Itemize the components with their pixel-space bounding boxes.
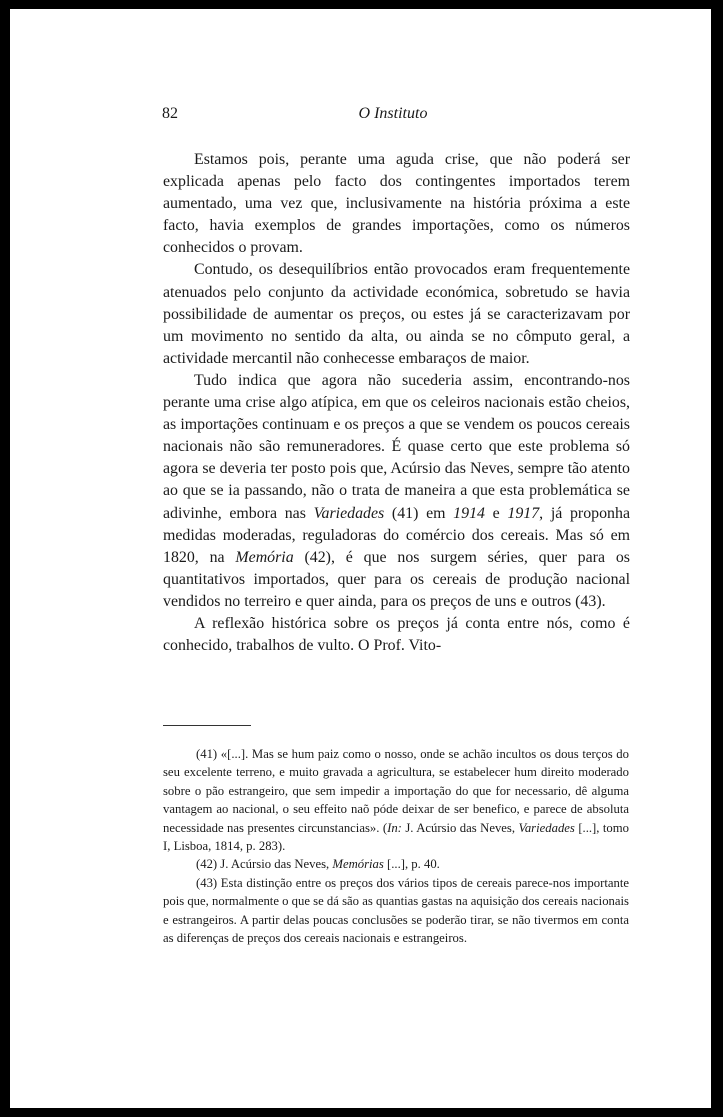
paragraph-3-italic-1917: 1917 [507,504,540,522]
paragraph-2: Contudo, os desequilíbrios então provocados eram frequentemente atenuados pelo conjunto da actividade económica, sobretudo se havia possibilidade de aumentar os preços, ou estes já se caracterizavam por um movimento no sentido da alta, ou ainda se no cômputo geral, a actividade mercantil não conhecesse embaraços de maior. [163,261,630,367]
footnote-42-italic-memorias: Memórias [332,857,384,872]
page-number: 82 [162,105,178,122]
paragraph-3-text-4: , já proponha medidas moderadas, reguladoras do comércio dos cereais. Mas só em 1820, na [163,504,631,566]
footnote-41 [163,745,629,855]
footnote-41-italic-variedades: Variedades [518,820,575,835]
footnote-42-text-2: [...], p. 40. [383,857,440,872]
running-title: O Instituto [358,105,428,122]
footnote-42 [163,855,629,873]
paragraph-3-text-2: (41) em [384,504,454,522]
paragraph-3-text-1: Tudo indica que agora não sucederia assim, encontrando-nos perante uma crise algo atípica, em que os celeiros nacionais estão cheios, as importações continuam e os preços a que se vendem os poucos cereais nacionais não são remuneradores. É quase certo que este problema só agora se deveria ter posto pois que, Acúrsio das Neves, sempre tão atento ao que se ia passando, não o trata de maneira a que esta problemática se adivinhe, embora nas [163,371,630,522]
footnote-41-text-1: (41) «[...]. Mas se hum paiz como o nosso, onde se achão incultos os dous terços do seu excelente terreno, e muito gravada a agricultura, se estabelecer hum direito moderado sobre o pão estrangeiro, que sem impedir a importação do que for necessario, dê alguma vantagem ao nacional, o seu effeito naõ póde deixar de ser benefico, e parece de absoluta necessidade nas presentes circunstancias». ( [163,747,629,835]
paragraph-3-italic-memoria: Memória [235,548,294,566]
paragraph-3-text-3: e [484,504,508,522]
book-page [10,9,711,1108]
paragraph-3 [163,370,630,613]
main-text [163,149,630,657]
page-header [162,105,624,129]
footnote-41-italic-in: In: [387,820,402,835]
footnote-42-text-1: (42) J. Acúrsio das Neves, [196,857,333,872]
footnote-41-text-3: [...], tomo I, Lisboa, 1814, p. 283). [163,820,629,854]
footnote-divider [163,725,251,726]
paragraph-3-italic-1914: 1914 [453,504,485,522]
paragraph-1: Estamos pois, perante uma aguda crise, que não poderá ser explicada apenas pelo facto dos contingentes importados terem aumentado, uma vez que, inclusivamente na história próxima a este facto, havia exemplos de grandes importações, como os números conhecidos o provam. [163,151,630,257]
footnotes [163,745,629,947]
paragraph-4: A reflexão histórica sobre os preços já conta entre nós, como é conhecido, trabalhos de vulto. O Prof. Vito- [163,614,630,655]
footnote-43: (43) Esta distinção entre os preços dos vários tipos de cereais parece-nos importante pois que, normalmente o que se dá são as quantias gastas na aquisição dos cereais nacionais e estrangeiros. A partir delas poucas conclusões se poderão tirar, se não tivermos em conta as diferenças de preços dos cereais nacionais e estrangeiros. [163,875,629,946]
paragraph-3-italic-variedades: Variedades [313,504,385,522]
paragraph-3-text-5: (42), é que nos surgem séries, quer para os quantitativos importados, quer para os cereais de produção nacional vendidos no terreiro e quer ainda, para os preços de uns e outros (43). [163,548,630,610]
footnote-41-text-2: J. Acúrsio das Neves, [401,820,519,835]
